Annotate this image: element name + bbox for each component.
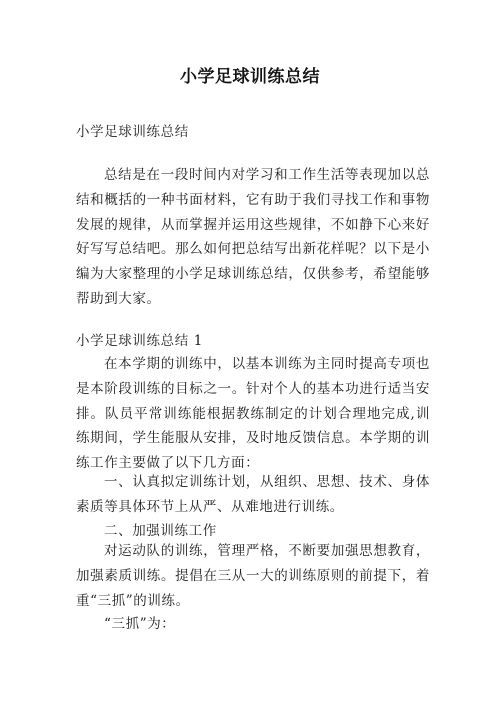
section-heading: 小学足球训练总结 1 (76, 333, 203, 349)
body-paragraph-1: 在本学期的训练中，以基本训练为主同时提高专项也是本阶段训练的目标之一。针对个人的基本功进行适当安排。队员平常训练能根据教练制定的计划合理地完成,训练期间，学生能服从安排，及时地反馈信息。本学期的训练工作主要做了以下几方面： (76, 356, 430, 472)
document-subtitle: 小学足球训练总结 (76, 124, 189, 140)
body-paragraph-4: 对运动队的训练，管理严格，不断要加强思想教育，加强素质训练。提倡在三从一大的训练原则的前提下，着重“三抓”的训练。 (76, 543, 430, 609)
document-title: 小学足球训练总结 (180, 67, 320, 87)
body-line-5: “三抓”为： (104, 616, 176, 632)
body-line-3: 二、加强训练工作 (104, 523, 217, 539)
body-paragraph-2: 一、认真拟定训练计划，从组织、思想、技术、身体素质等具体环节上从严、从难地进行训练。 (76, 474, 430, 515)
intro-paragraph: 总结是在一段时间内对学习和工作生活等表现加以总结和概括的一种书面材料，它有助于我们寻找工作和事物发展的规律，从而掌握并运用这些规律，不如静下心来好好写写总结吧。那么如何把总结写出新花样呢？以下是小编为大家整理的小学足球训练总结，仅供参考，希望能够帮助到大家。 (76, 167, 430, 307)
